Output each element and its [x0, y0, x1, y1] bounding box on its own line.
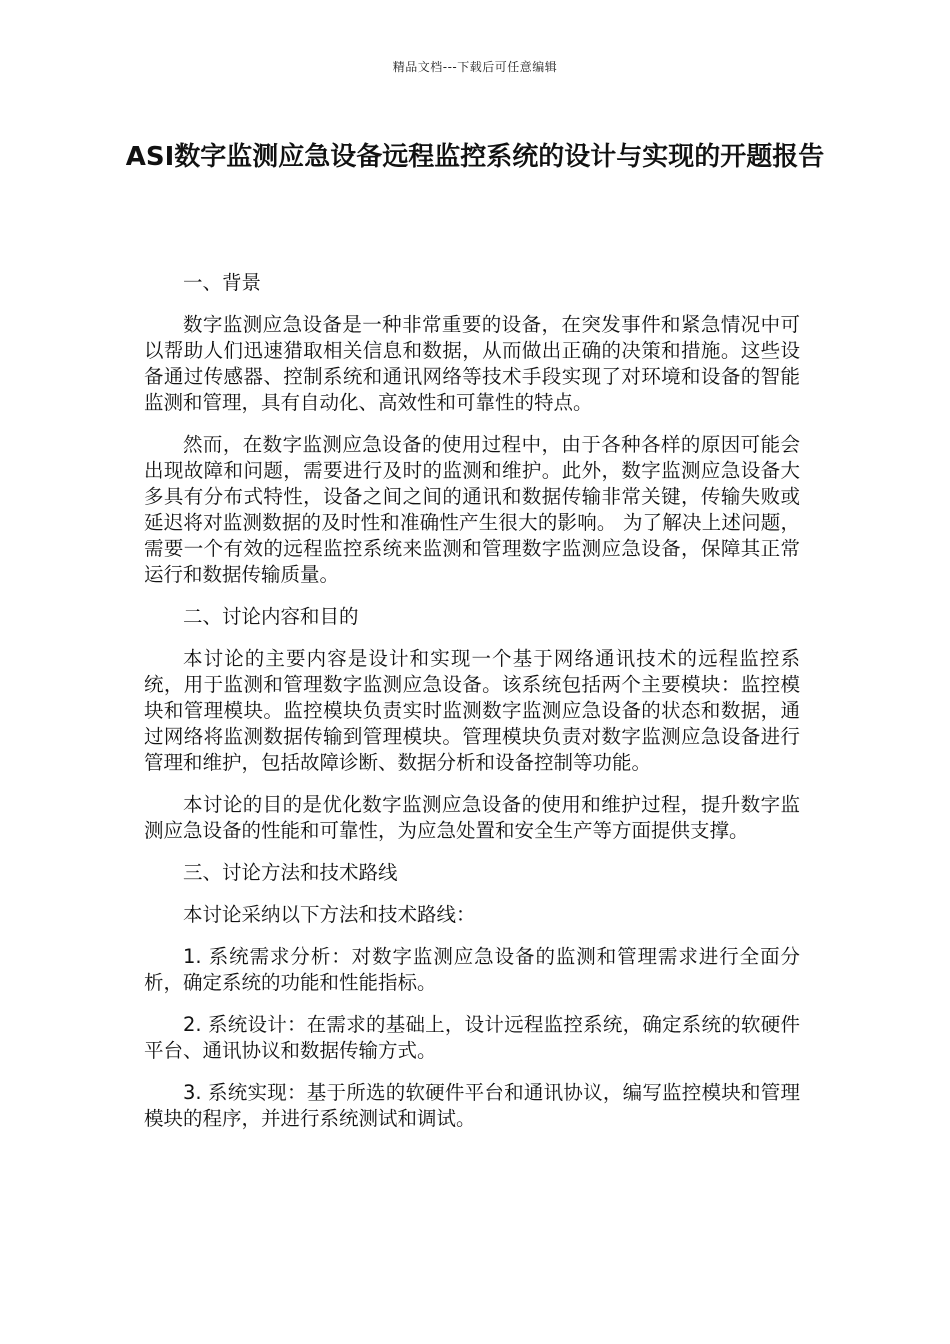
list-item: 3. 系统实现：基于所选的软硬件平台和通讯协议，编写监控模块和管理模块的程序，并进行系统测试和调试。 [144, 1081, 800, 1130]
section-heading-method-route: 三、讨论方法和技术路线 [183, 861, 398, 884]
paragraph: 数字监测应急设备是一种非常重要的设备，在突发事件和紧急情况中可以帮助人们迅速猎取相关信息和数据，从而做出正确的决策和措施。这些设备通过传感器、控制系统和通讯网络等技术手段实现了对环境和设备的智能监测和管理，具有自动化、高效性和可靠性的特点。 [144, 313, 800, 414]
document-title: ASI数字监测应急设备远程监控系统的设计与实现的开题报告 [125, 142, 825, 172]
list-item: 1. 系统需求分析：对数字监测应急设备的监测和管理需求进行全面分析，确定系统的功能和性能指标。 [144, 945, 800, 994]
paragraph: 然而，在数字监测应急设备的使用过程中，由于各种各样的原因可能会出现故障和问题，需要进行及时的监测和维护。此外，数字监测应急设备大多具有分布式特性，设备之间之间的通讯和数据传输非常关键，传输失败或延迟将对监测数据的及时性和准确性产生很大的影响。 为了解决上述问题，需要一个有效的远程监控系统来监测和管理数字监测应急设备，保障其正常运行和数据传输质量。 [144, 433, 800, 586]
paragraph: 本讨论的目的是优化数字监测应急设备的使用和维护过程，提升数字监测应急设备的性能和可靠性，为应急处置和安全生产等方面提供支撑。 [144, 793, 800, 842]
document-body [144, 270, 800, 1148]
paragraph: 本讨论采纳以下方法和技术路线： [183, 903, 476, 926]
header-note: 精品文档---下载后可任意编辑 [392, 60, 558, 74]
paragraph: 本讨论的主要内容是设计和实现一个基于网络通讯技术的远程监控系统，用于监测和管理数字监测应急设备。该系统包括两个主要模块：监控模块和管理模块。监控模块负责实时监测数字监测应急设备的状态和数据，通过网络将监测数据传输到管理模块。管理模块负责对数字监测应急设备进行管理和维护，包括故障诊断、数据分析和设备控制等功能。 [144, 647, 800, 774]
section-heading-content-purpose: 二、讨论内容和目的 [183, 605, 359, 628]
section-heading-background: 一、背景 [183, 271, 262, 294]
list-item: 2. 系统设计：在需求的基础上，设计远程监控系统，确定系统的软硬件平台、通讯协议和数据传输方式。 [144, 1013, 800, 1062]
